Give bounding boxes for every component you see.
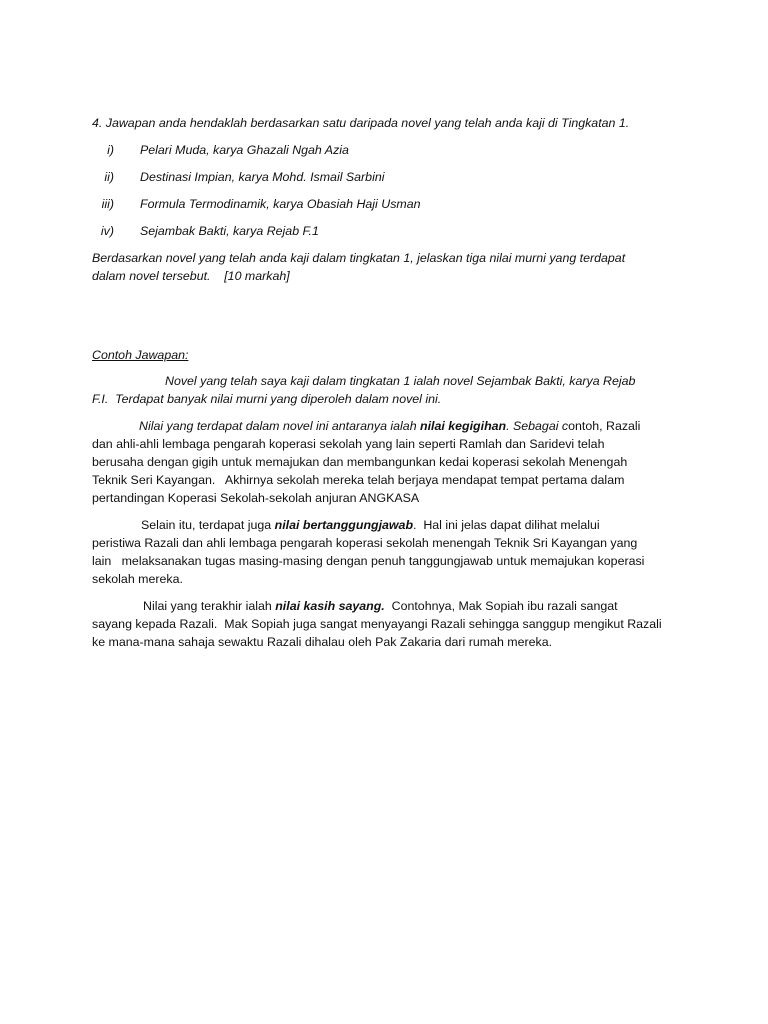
novel-number: iii) <box>101 197 114 211</box>
value-highlight: nilai bertanggungjawab <box>274 518 414 532</box>
paragraph-text: Nilai yang terakhir ialah <box>143 599 276 613</box>
novel-list <box>92 141 674 240</box>
paragraph-line: dan ahli-ahli lembaga pengarah koperasi sekolah yang lain seperti Ramlah dan Saridevi telah <box>92 437 605 451</box>
novel-list-item <box>92 168 674 186</box>
paragraph-line: Teknik Seri Kayangan. Akhirnya sekolah mereka telah berjaya mendapat tempat pertama dalam <box>92 473 625 487</box>
paragraph-text: ontoh, Razali <box>568 419 641 433</box>
answer-intro-line: F.I. Terdapat banyak nilai murni yang diperoleh dalam novel ini. <box>92 392 442 406</box>
novel-title: Formula Termodinamik, karya Obasiah Haji Usman <box>140 197 421 211</box>
paragraph-line: ke mana-mana sahaja sewaktu Razali dihalau oleh Pak Zakaria dari rumah mereka. <box>92 635 553 649</box>
answer-paragraph-3 <box>92 597 674 651</box>
paragraph-text: . Sebagai c <box>506 419 569 433</box>
paragraph-line: lain melaksanakan tugas masing-masing dengan penuh tanggungjawab untuk memajukan koperasi <box>92 554 645 568</box>
novel-title: Sejambak Bakti, karya Rejab F.1 <box>140 224 319 238</box>
question-intro: 4. Jawapan anda hendaklah berdasarkan satu daripada novel yang telah anda kaji di Tingkatan 1. <box>92 116 630 130</box>
novel-list-item <box>92 141 674 159</box>
novel-title: Destinasi Impian, karya Mohd. Ismail Sarbini <box>140 170 385 184</box>
paragraph-text: Contohnya, Mak Sopiah ibu razali sangat <box>384 599 618 613</box>
question-task <box>92 249 674 285</box>
paragraph-text: . Hal ini jelas dapat dilihat melalui <box>413 518 600 532</box>
paragraph-text: Selain itu, terdapat juga <box>141 518 275 532</box>
paragraph-line: sayang kepada Razali. Mak Sopiah juga sangat menyayangi Razali sehingga sanggup mengikut Razali <box>92 617 662 631</box>
answer-paragraph-2 <box>92 516 674 588</box>
novel-list-item <box>92 195 674 213</box>
paragraph-line <box>92 597 674 615</box>
paragraph-line: pertandingan Koperasi Sekolah-sekolah anjuran ANGKASA <box>92 491 420 505</box>
novel-number: ii) <box>104 170 114 184</box>
answer-heading: Contoh Jawapan: <box>92 348 189 362</box>
paragraph-line: peristiwa Razali dan ahli lembaga pengarah koperasi sekolah menengah Teknik Sri Kayangan yang <box>92 536 638 550</box>
paragraph-line: berusaha dengan gigih untuk memajukan dan membangunkan kedai koperasi sekolah Menengah <box>92 455 628 469</box>
paragraph-line <box>92 516 674 534</box>
paragraph-line: sekolah mereka. <box>92 572 183 586</box>
value-highlight: nilai kasih sayang. <box>275 599 385 613</box>
document-page <box>92 114 674 651</box>
value-highlight: nilai kegigihan <box>420 419 507 433</box>
question-task-line: dalam novel tersebut. [10 markah] <box>92 269 290 283</box>
paragraph-line <box>92 417 674 435</box>
answer-intro <box>92 372 674 408</box>
answer-paragraph-1 <box>92 417 674 507</box>
answer-intro-line: Novel yang telah saya kaji dalam tingkatan 1 ialah novel Sejambak Bakti, karya Rejab <box>165 374 636 388</box>
novel-title: Pelari Muda, karya Ghazali Ngah Azia <box>140 143 349 157</box>
question-task-line: Berdasarkan novel yang telah anda kaji dalam tingkatan 1, jelaskan tiga nilai murni yang terdapat <box>92 251 626 265</box>
paragraph-text: Nilai yang terdapat dalam novel ini antaranya ialah <box>139 419 421 433</box>
novel-list-item <box>92 222 674 240</box>
novel-number: i) <box>107 143 114 157</box>
novel-number: iv) <box>100 224 114 238</box>
